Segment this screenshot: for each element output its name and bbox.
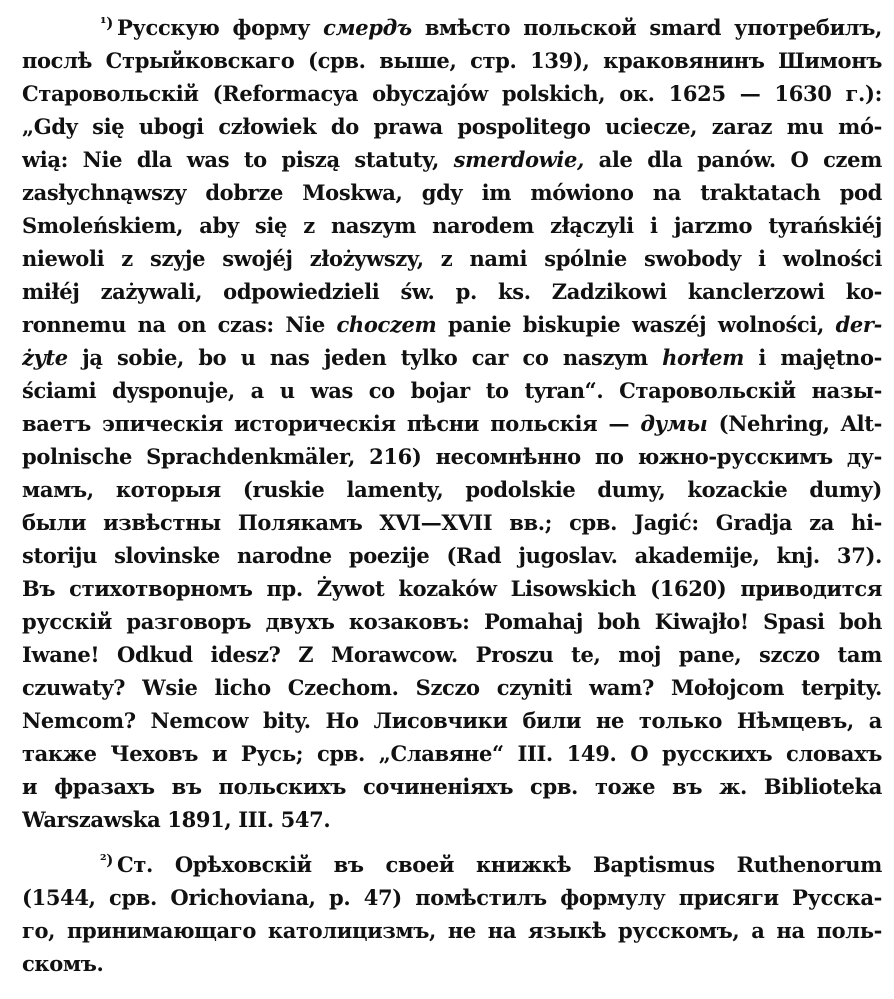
italic-run: choczem [336,312,437,337]
text-run: Nemcom? Nemcow bity. Но Лисовчики били не только Нѣмцевъ, а [22,708,882,733]
text-line [22,540,882,572]
text-line [22,738,882,770]
text-run: ale dla panów. O czem [583,147,882,172]
italic-run: horłem [662,345,745,370]
text-line [22,177,882,209]
text-run: и фразахъ въ польскихъ сочиненіяхъ срв. тоже въ ж. Biblioteka [22,774,882,799]
text-run: го, принимающаго католицизмъ, не на языкѣ русскомъ, а на поль- [22,918,882,943]
text-line [22,45,882,77]
text-line [22,210,882,242]
text-line [22,111,882,143]
text-line [22,144,882,176]
text-line [22,915,882,947]
text-line [22,882,882,914]
text-line [22,507,882,539]
text-line [22,243,882,275]
italic-run: der- [835,312,882,337]
text-run: мамъ, которыя (ruskie lamenty, podolskie dumy, kozackie dumy) [22,477,882,502]
italic-run: smerdowie, [453,147,584,172]
text-run: czuwaty? Wsie licho Czechom. Szczo czyniti wam? Mołojcom terpity. [22,675,882,700]
text-run: miłéj zażywali, odpowiedzieli św. p. ks. Zadzikowi kanclerzowi ko- [22,279,882,304]
text-run: ваетъ эпическія историческія пѣсни польскія — [22,411,641,436]
text-run: ściami dysponuje, a u was co bojar to tyran“. Старовольскій назы- [22,378,882,403]
text-run: (Nehring, Alt- [707,411,882,436]
text-run: i majętno- [744,345,882,370]
text-line [22,309,882,341]
text-run: Warszawska 1891, III. 547. [22,807,331,832]
text-line [22,639,882,671]
footnote-marker: ¹) [100,14,113,32]
text-run: вмѣсто польской smard употребилъ, [411,15,882,40]
text-line [22,672,882,704]
text-run: niewoli z szyje swojéj złożywszy, z nami spólnie swobody i wolności [22,246,882,271]
text-run: „Gdy się ubogi człowiek do prawa pospolitego uciecze, zaraz mu mó- [22,114,882,139]
text-line [22,705,882,737]
text-line [22,408,882,440]
text-line [22,375,882,407]
text-run: ją sobie, bo u nas jeden tylko car co naszym [67,345,663,370]
text-line [22,573,882,605]
italic-run: żyte [22,345,68,370]
text-line [22,441,882,473]
text-run: polnische Sprachdenkmäler, 216) несомнѣнно по южно-русскимъ ду- [22,444,882,469]
text-run: Въ стихотворномъ пр. Żywot kozaków Lisowskich (1620) приводится [22,576,882,601]
text-run: Iwane! Odkud idesz? Z Morawcow. Proszu te, moj pane, szczo tam [22,642,882,667]
italic-run: смердъ [323,15,412,40]
text-line [100,12,882,44]
text-run: были извѣстны Полякамъ XVI—XVII вв.; срв. Jagić: Gradja za hi- [22,510,882,535]
text-run: Smoleńskiem, aby się z naszym narodem złączyli i jarzmo tyrańskiéj [22,213,882,238]
text-run: Ст. Орѣховскій въ своей книжкѣ Baptismus Ruthenorum [116,852,882,877]
text-line [100,849,882,881]
text-line [22,78,882,110]
text-run: ronnemu na on czas: Nie [22,312,337,337]
text-run: zasłychnąwszy dobrze Moskwa, gdy im mówiono na traktatach pod [22,180,882,205]
text-line [22,771,882,803]
italic-run: думы [640,411,708,436]
text-run: Русскую форму [116,15,324,40]
text-run: wią: Nie dla was to piszą statuty, [22,147,454,172]
text-run: Старовольскій (Reformacya obyczajów polskich, ок. 1625 — 1630 г.): [22,81,882,106]
text-run: русскій разговоръ двухъ козаковъ: Pomahaj boh Kiwajło! Spasi boh [22,609,882,634]
text-line [22,342,882,374]
text-run: послѣ Стрыйковскаго (срв. выше, стр. 139), краковянинъ Шимонъ [22,48,882,73]
text-line [22,948,882,980]
footnote-marker: ²) [100,851,113,869]
text-run: также Чеховъ и Русь; срв. „Славяне“ III. 149. О русскихъ словахъ [22,741,882,766]
text-run: panie biskupie waszéj wolności, [436,312,836,337]
text-line [22,606,882,638]
text-run: storiju slovinske narodne poezije (Rad jugoslav. akademije, knj. 37). [22,543,882,568]
text-run: скомъ. [22,951,104,976]
text-line [22,804,882,836]
text-run: (1544, срв. Orichoviana, p. 47) помѣстилъ формулу присяги Русска- [22,885,882,910]
text-line [22,474,882,506]
text-line [22,276,882,308]
